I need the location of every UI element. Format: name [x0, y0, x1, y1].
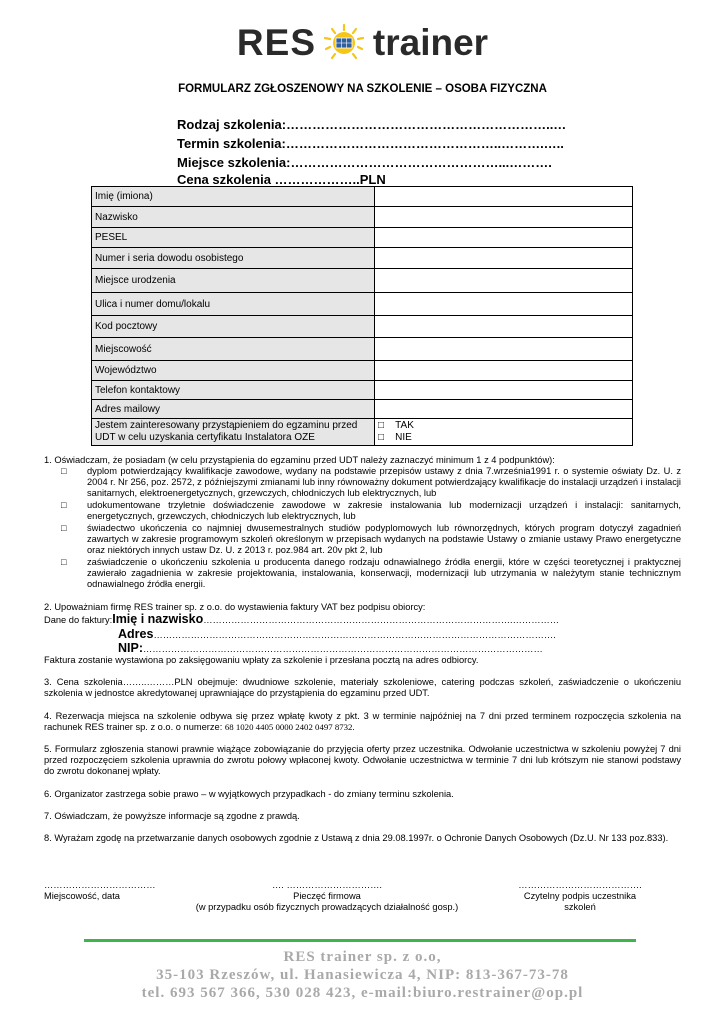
- phone-label: Telefon kontaktowy: [92, 381, 375, 400]
- first-name-label: Imię (imiona): [92, 187, 375, 207]
- table-row: [92, 419, 633, 446]
- pesel-input[interactable]: [375, 228, 633, 248]
- company-stamp-label: Pieczęć firmowa: [293, 891, 361, 901]
- table-row: [92, 361, 633, 381]
- company-stamp-signature[interactable]: [182, 880, 472, 913]
- point-5-text: 5. Formularz zgłoszenia stanowi prawnie wiążące zobowiązanie do przyjęcia oferty przez uczestnika. Odwołanie uczestnictwa w szkoleniu powyżej 7 dni przed rozpoczęciem szkolenia uprawnia do zwrotu połowy wpłaconej kwoty. Odwołanie uczestnictwa w terminie 7 dni lub krótszym nie stanowi podstawy do zwrotu dokonanej wpłaty.: [44, 744, 681, 777]
- voivodeship-label: Województwo: [92, 361, 375, 381]
- checkbox-icon[interactable]: □: [61, 466, 67, 476]
- footer-address: 35-103 Rzeszów, ul. Hanasiewicza 4, NIP: 813-367-73-78: [156, 967, 569, 983]
- birthplace-input[interactable]: [375, 269, 633, 293]
- company-logo: [0, 22, 725, 66]
- footer-divider: [84, 939, 636, 942]
- pesel-label: PESEL: [92, 228, 375, 248]
- invoice-address-line[interactable]: [118, 629, 678, 641]
- checkbox-icon[interactable]: □: [61, 500, 67, 510]
- street-input[interactable]: [375, 293, 633, 316]
- exam-yes-option[interactable]: □ TAK: [378, 420, 414, 431]
- email-input[interactable]: [375, 400, 633, 419]
- personal-data-table: [91, 186, 633, 446]
- exam-answer-cell: [375, 419, 633, 446]
- invoice-note: Faktura zostanie wystawiona po zaksięgowaniu wpłaty za szkolenie i przesłana pocztą na adres odbiorcy.: [44, 655, 479, 665]
- table-row: [92, 228, 633, 248]
- company-stamp-dots: …. ………………………….: [271, 880, 382, 890]
- declaration-2-intro: 2. Upoważniam firmę RES trainer sp. z o.o. do wystawienia faktury VAT bez podpisu obiorcy:: [44, 602, 426, 612]
- birthplace-label: Miejsce urodzenia: [92, 269, 375, 293]
- table-row: [92, 187, 633, 207]
- point-7-text: 7. Oświadczam, że powyższe informacje są zgodne z prawdą.: [44, 811, 300, 821]
- phone-input[interactable]: [375, 381, 633, 400]
- declaration-1-intro: 1. Oświadczam, że posiadam (w celu przystąpienia do egzaminu przed UDT należy zaznaczyć minimum 1 z 4 podpunktów):: [44, 455, 555, 465]
- invoice-address-label: Adres: [118, 629, 154, 641]
- table-row: [92, 248, 633, 269]
- participant-signature-dots: ………………………………….: [518, 880, 642, 890]
- option-1-text: dyplom potwierdzający kwalifikacje zawodowe, wydany na podstawie przepisów ustawy z dnia 7.września1991 r. o systemie oświaty Dz. U. z 2004 r. Nr 256, poz. 2572, z późniejszymi zmianami lub inny równoważny dokument potwierdzający kwalifikacje do instalacji urządzeń i instalacji sanitarnych, elektroenergetycznych, grzewczych, chłodniczych lub elektrycznych, lub: [87, 466, 681, 499]
- course-term-field[interactable]: Termin szkolenia:…………………………………………..……….…..: [177, 136, 564, 151]
- postal-code-label: Kod pocztowy: [92, 316, 375, 338]
- form-title: FORMULARZ ZGŁOSZENOWY NA SZKOLENIE – OSOBA FIZYCZNA: [178, 83, 547, 95]
- course-type-field[interactable]: Rodzaj szkolenia:……………………………………………………..…: [177, 117, 567, 132]
- exam-question-line1: Jestem zainteresowany przystąpieniem do egzaminu przed: [95, 420, 358, 431]
- postal-code-input[interactable]: [375, 316, 633, 338]
- option-2-text: udokumentowane trzyletnie doświadczenie zawodowe w zakresie instalowania lub modernizacji urządzeń i instalacji: sanitarnych, energetycznych, grzewczych, chłodniczych lub elektrycznych, lub: [87, 500, 681, 522]
- invoice-prefix: Dane do faktury:: [44, 615, 113, 625]
- exam-no-option[interactable]: □ NIE: [378, 432, 412, 443]
- table-row: [92, 269, 633, 293]
- table-row: [92, 400, 633, 419]
- checkbox-icon[interactable]: □: [61, 557, 67, 567]
- logo-text-res: RES: [236, 22, 316, 63]
- street-label: Ulica i numer domu/lokalu: [92, 293, 375, 316]
- footer-contact: tel. 693 567 366, 530 028 423, e-mail:biuro.restrainer@op.pl: [141, 985, 584, 1001]
- email-label: Adres mailowy: [92, 400, 375, 419]
- option-3-text: świadectwo ukończenia co najmniej dwusemestralnych studiów podyplomowych lub równorzędnych, których program dotyczył zagadnień zawartych w zakresie programowym szkoleń określonym w przepisach wydanych na podstawie Ustawy o zmianie ustawy Prawo energetyczne oraz niektórych innych ustaw Dz. U. z 2013 r. poz.984 art. 20v pkt 2, lub: [87, 523, 681, 556]
- course-place-field[interactable]: Miejsce szkolenia:…………………………………………...……….: [177, 155, 552, 170]
- exam-question-line2: UDT w celu uzyskania certyfikatu Instalatora OZE: [95, 432, 315, 443]
- table-row: [92, 338, 633, 361]
- place-date-label: Miejscowość, data: [44, 891, 120, 901]
- place-date-signature[interactable]: [44, 880, 156, 902]
- participant-signature-label: Czytelny podpis uczestnika: [523, 891, 637, 901]
- sun-solar-panel-icon: [322, 23, 366, 63]
- point-6-text: 6. Organizator zastrzega sobie prawo – w wyjątkowych przypadkach - do zmiany terminu szkolenia.: [44, 789, 454, 799]
- declaration-option-1[interactable]: [61, 466, 681, 500]
- city-input[interactable]: [375, 338, 633, 361]
- point-4-main: 4. Rezerwacja miejsca na szkolenie odbywa się przez wpłatę kwoty z pkt. 3 w terminie najpóźniej na 7 dni przed terminem rozpoczęcia szkolenia na rachunek RES trainer sp. z o.o. o numerze:: [44, 711, 681, 733]
- invoice-name-label: Imię i nazwisko: [112, 612, 204, 626]
- id-card-input[interactable]: [375, 248, 633, 269]
- voivodeship-input[interactable]: [375, 361, 633, 381]
- participant-signature-label-2: szkoleń: [564, 902, 596, 912]
- point-3-text: 3. Cena szkolenia……..………PLN obejmuje: dwudniowe szkolenie, materiały szkoleniowe, catering podczas szkoleń, zaświadczenie o ukończeniu szkolenia w jednostce akredytowanej uprawniające do przystąpienia do egzaminu przed UDT.: [44, 677, 681, 699]
- declaration-option-4[interactable]: [61, 557, 681, 591]
- table-row: [92, 207, 633, 228]
- city-label: Miejscowość: [92, 338, 375, 361]
- invoice-nip-label: NIP:: [118, 643, 143, 655]
- exam-no-label: NIE: [395, 432, 412, 443]
- invoice-address-dots: ………………………………………………………………………………………………………………….: [153, 630, 556, 640]
- course-price-field[interactable]: Cena szkolenia ………………..PLN: [177, 172, 386, 187]
- exam-yes-label: TAK: [395, 420, 414, 431]
- invoice-name-dots: ……………………………………………………………………………………….……………: [203, 615, 560, 625]
- last-name-input[interactable]: [375, 207, 633, 228]
- table-row: [92, 293, 633, 316]
- company-stamp-note: (w przypadku osób fizycznych prowadzących działalność gosp.): [195, 902, 459, 912]
- place-date-dots: ………………………………: [44, 880, 156, 890]
- table-row: [92, 316, 633, 338]
- checkbox-icon[interactable]: □: [61, 523, 67, 533]
- point-4-text: [44, 711, 681, 733]
- exam-question-label: [92, 419, 375, 446]
- footer-company-name: RES trainer sp. z o.o,: [283, 949, 442, 965]
- id-card-label: Numer i seria dowodu osobistego: [92, 248, 375, 269]
- table-row: [92, 381, 633, 400]
- logo-text-trainer: trainer: [372, 22, 489, 63]
- invoice-nip-line[interactable]: [118, 643, 678, 655]
- participant-signature[interactable]: [505, 880, 655, 913]
- last-name-label: Nazwisko: [92, 207, 375, 228]
- invoice-nip-dots: …………………………………………………………………………………………………………………: [143, 644, 543, 654]
- bank-account-number: 68 1020 4405 0000 2402 0497 8732.: [224, 722, 355, 733]
- option-4-text: zaświadczenie o ukończeniu szkolenia u producenta danego rodzaju odnawialnego źródła energii, które w części teoretycznej i praktycznej zawierało zagadnienia w zakresie projektowania, instalowania, konserwacji, modernizacji lub utrzymania w należytym stanie technicznym odnawialnego źródła energii.: [87, 557, 681, 590]
- first-name-input[interactable]: [375, 187, 633, 207]
- declaration-option-2[interactable]: [61, 500, 681, 522]
- point-8-text: 8. Wyrażam zgodę na przetwarzanie danych osobowych zgodnie z Ustawą z dnia 29.08.1997r. o Ochronie Danych Osobowych (Dz.U. Nr 133 poz.833).: [44, 833, 669, 843]
- invoice-name-line[interactable]: [44, 614, 681, 626]
- declaration-option-3[interactable]: [61, 523, 681, 557]
